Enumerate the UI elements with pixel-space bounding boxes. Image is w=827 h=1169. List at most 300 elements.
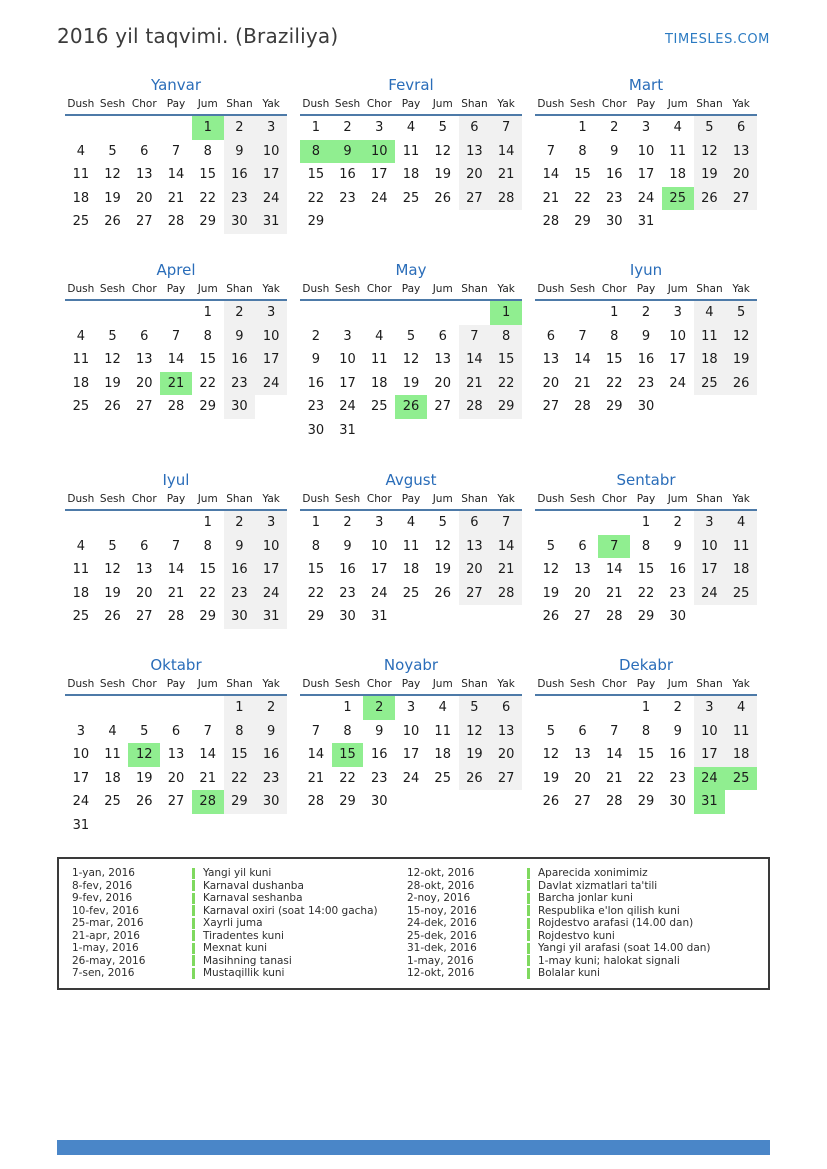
day-cell: 18 <box>72 375 90 391</box>
day-cell: 1 <box>311 515 320 531</box>
day-cell: 25 <box>72 609 90 625</box>
holiday-name: Tiradentes kuni <box>203 929 284 942</box>
month-block <box>300 471 522 656</box>
day-cell: 19 <box>542 770 560 786</box>
day-cell: 1 <box>192 116 224 140</box>
day-cell: 12 <box>542 562 560 578</box>
day-cell <box>535 301 567 325</box>
legend-column-right <box>407 867 762 980</box>
day-cell: 23 <box>669 770 686 786</box>
day-cell: 17 <box>72 770 90 786</box>
holiday-name: Mustaqillik kuni <box>203 967 285 979</box>
day-grid <box>65 116 287 234</box>
holiday-date: 1-yan, 2016 <box>72 867 135 879</box>
holiday-name: 1-may kuni; halokat signali <box>538 954 680 967</box>
day-cell <box>128 696 160 720</box>
day-cell: 9 <box>224 535 256 559</box>
day-cell: 29 <box>307 609 325 625</box>
day-cell <box>192 814 224 838</box>
day-cell: 23 <box>371 770 388 786</box>
day-cell: 29 <box>199 214 216 230</box>
day-grid <box>65 511 287 629</box>
day-cell: 22 <box>199 190 216 206</box>
day-cell: 18 <box>402 562 420 578</box>
day-cell <box>427 605 459 629</box>
day-cell <box>160 511 192 535</box>
weekday-label: Pay <box>401 678 421 690</box>
day-cell: 1 <box>578 120 587 136</box>
day-cell: 26 <box>434 585 451 601</box>
day-cell: 6 <box>459 511 491 535</box>
day-cell: 13 <box>725 140 757 164</box>
day-cell: 4 <box>76 143 85 159</box>
day-cell: 12 <box>402 352 420 368</box>
holiday-tick-icon <box>527 943 530 954</box>
weekday-label: Jum <box>432 98 453 110</box>
day-cell: 1 <box>610 305 619 321</box>
day-cell: 31 <box>72 817 90 833</box>
day-cell <box>395 605 427 629</box>
day-cell: 27 <box>434 399 451 415</box>
holiday-date: 9-fev, 2016 <box>72 892 133 904</box>
weekday-header-row <box>535 493 757 511</box>
day-cell <box>255 814 287 838</box>
holiday-date: 1-may, 2016 <box>72 942 139 954</box>
day-cell: 1 <box>311 120 320 136</box>
weekday-label: Shan <box>461 283 488 295</box>
holiday-date: 10-fev, 2016 <box>72 904 139 917</box>
weekday-label: Yak <box>732 98 750 110</box>
day-cell <box>395 301 427 325</box>
month-title: Yanvar <box>150 76 202 94</box>
day-cell: 7 <box>171 143 181 159</box>
holiday-tick-icon <box>527 918 530 929</box>
day-cell: 20 <box>136 375 153 391</box>
month-block <box>535 261 757 471</box>
day-cell: 11 <box>104 747 121 763</box>
day-cell <box>332 301 364 325</box>
day-cell: 26 <box>725 372 757 396</box>
month-block <box>65 261 287 471</box>
day-cell: 15 <box>307 562 325 578</box>
day-cell: 30 <box>224 395 256 419</box>
month-title: Iyul <box>162 471 190 489</box>
holiday-date: 12-okt, 2016 <box>407 967 475 979</box>
holiday-date: 1-may, 2016 <box>407 954 474 967</box>
holiday-tick-icon <box>192 868 195 879</box>
weekday-header-row <box>65 678 287 696</box>
weekday-label: Chor <box>601 283 627 295</box>
day-cell: 26 <box>104 214 121 230</box>
weekday-label: Chor <box>601 678 627 690</box>
legend-row <box>407 880 762 893</box>
day-cell <box>535 696 567 720</box>
day-cell: 21 <box>459 372 491 396</box>
day-cell: 17 <box>402 747 420 763</box>
month-title: Oktabr <box>150 656 202 674</box>
day-cell: 14 <box>199 747 216 763</box>
weekday-label: Chor <box>366 678 392 690</box>
day-cell: 20 <box>490 743 522 767</box>
legend-row <box>72 892 407 905</box>
day-cell: 11 <box>725 720 757 744</box>
weekday-label: Sesh <box>569 98 596 110</box>
day-cell: 3 <box>673 305 682 321</box>
day-cell: 25 <box>725 582 757 606</box>
day-cell: 16 <box>255 743 287 767</box>
holiday-name: Yangi yil arafasi (soat 14.00 dan) <box>538 942 711 954</box>
day-cell: 13 <box>459 535 491 559</box>
day-cell <box>300 696 332 720</box>
day-cell: 3 <box>375 515 384 531</box>
day-cell: 5 <box>140 723 149 739</box>
holiday-tick-icon <box>192 880 195 891</box>
day-cell: 4 <box>406 120 416 136</box>
day-cell: 7 <box>490 511 522 535</box>
day-cell: 9 <box>673 538 682 554</box>
day-cell: 10 <box>255 140 287 164</box>
day-cell <box>395 210 427 234</box>
day-cell <box>427 301 459 325</box>
day-cell: 2 <box>673 515 682 531</box>
legend-column-left <box>72 867 407 980</box>
holiday-name: Rojdestvo kuni <box>538 929 615 942</box>
day-cell: 8 <box>641 723 651 739</box>
day-cell: 26 <box>104 609 121 625</box>
day-cell: 24 <box>637 190 655 206</box>
holiday-name: Davlat xizmatlari ta'tili <box>538 879 658 892</box>
day-cell: 7 <box>598 535 630 559</box>
page-header <box>0 0 827 48</box>
day-cell: 10 <box>637 143 655 159</box>
day-cell: 14 <box>574 352 591 368</box>
weekday-label: Shan <box>226 98 253 110</box>
holiday-name: Yangi yil kuni <box>203 867 272 879</box>
day-cell: 25 <box>72 214 90 230</box>
weekday-label: Chor <box>601 98 627 110</box>
day-cell: 5 <box>725 301 757 325</box>
day-cell: 18 <box>725 558 757 582</box>
day-cell: 28 <box>167 399 185 415</box>
day-cell: 4 <box>694 301 726 325</box>
day-cell: 6 <box>490 696 522 720</box>
day-cell: 8 <box>578 143 587 159</box>
day-cell: 3 <box>255 116 287 140</box>
holiday-date: 21-apr, 2016 <box>72 929 140 942</box>
legend-row <box>72 905 407 918</box>
day-cell: 29 <box>199 609 216 625</box>
day-cell: 14 <box>167 352 185 368</box>
holiday-tick-icon <box>527 880 530 891</box>
day-cell: 5 <box>406 328 416 344</box>
weekday-label: Chor <box>131 98 157 110</box>
weekday-label: Shan <box>696 98 723 110</box>
day-cell: 2 <box>363 696 395 720</box>
weekday-header-row <box>535 98 757 116</box>
weekday-label: Chor <box>366 493 392 505</box>
day-cell: 20 <box>136 585 153 601</box>
day-cell: 15 <box>307 167 325 183</box>
day-cell: 16 <box>669 747 686 763</box>
day-cell: 15 <box>637 747 655 763</box>
day-cell: 22 <box>199 585 216 601</box>
day-cell: 25 <box>662 187 694 211</box>
day-cell: 31 <box>637 214 655 230</box>
day-cell: 26 <box>459 767 491 791</box>
day-cell: 13 <box>574 747 591 763</box>
day-cell: 20 <box>459 558 491 582</box>
weekday-label: Sesh <box>334 493 361 505</box>
day-cell: 16 <box>371 747 388 763</box>
month-title: Noyabr <box>383 656 439 674</box>
day-cell: 21 <box>167 190 185 206</box>
day-cell <box>128 814 160 838</box>
day-cell: 13 <box>574 562 591 578</box>
day-cell: 30 <box>637 399 655 415</box>
day-cell: 7 <box>311 723 320 739</box>
day-cell: 8 <box>203 328 212 344</box>
weekday-label: Shan <box>696 678 723 690</box>
weekday-header-row <box>65 98 287 116</box>
day-cell: 26 <box>395 395 427 419</box>
day-cell: 1 <box>224 696 256 720</box>
day-cell: 14 <box>490 535 522 559</box>
day-cell: 11 <box>669 143 686 159</box>
day-cell <box>224 814 256 838</box>
day-cell <box>128 116 160 140</box>
day-cell: 8 <box>300 140 332 164</box>
day-cell: 24 <box>402 770 420 786</box>
weekday-label: Sesh <box>569 283 596 295</box>
day-cell: 5 <box>438 515 447 531</box>
holiday-name: Respublika e'lon qilish kuni <box>538 904 680 917</box>
holiday-date: 25-dek, 2016 <box>407 929 477 942</box>
day-cell: 16 <box>669 562 686 578</box>
holiday-tick-icon <box>192 968 195 979</box>
day-cell: 9 <box>224 325 256 349</box>
weekday-label: Pay <box>401 493 421 505</box>
holiday-name: Barcha jonlar kuni <box>538 892 633 904</box>
day-cell: 27 <box>459 582 491 606</box>
day-cell: 20 <box>574 585 591 601</box>
day-cell: 24 <box>72 794 90 810</box>
day-cell: 18 <box>104 770 121 786</box>
day-cell: 28 <box>167 609 185 625</box>
day-cell: 27 <box>136 214 153 230</box>
weekday-label: Dush <box>537 678 565 690</box>
day-cell <box>694 210 726 234</box>
month-title: Avgust <box>385 471 437 489</box>
weekday-label: Pay <box>401 283 421 295</box>
day-cell <box>363 301 395 325</box>
day-cell: 21 <box>199 770 216 786</box>
day-cell <box>725 395 757 419</box>
holiday-name: Mexnat kuni <box>203 942 268 954</box>
legend-row <box>407 867 762 880</box>
day-cell: 24 <box>694 767 726 791</box>
day-cell: 14 <box>307 747 325 763</box>
day-cell: 29 <box>224 790 256 814</box>
holiday-name: Karnaval dushanba <box>203 879 304 892</box>
holiday-tick-icon <box>527 905 530 916</box>
holiday-name: Karnaval oxiri (soat 14:00 gacha) <box>203 904 378 917</box>
day-cell: 1 <box>203 305 212 321</box>
day-cell: 6 <box>546 328 555 344</box>
day-cell: 6 <box>140 143 149 159</box>
day-cell: 16 <box>224 163 256 187</box>
day-cell: 4 <box>76 538 85 554</box>
day-cell: 7 <box>490 116 522 140</box>
day-cell: 24 <box>371 190 388 206</box>
legend-row <box>407 917 762 930</box>
weekday-header-row <box>65 283 287 301</box>
site-link[interactable]: TIMESLES.COM <box>664 32 770 47</box>
weekday-label: Yak <box>262 493 280 505</box>
day-cell: 14 <box>167 167 185 183</box>
day-cell: 31 <box>694 790 726 814</box>
day-cell <box>694 605 726 629</box>
day-grid <box>65 696 287 837</box>
weekday-header-row <box>300 493 522 511</box>
weekday-label: Yak <box>497 493 515 505</box>
day-cell: 22 <box>307 585 325 601</box>
legend-row <box>407 942 762 955</box>
day-cell: 10 <box>669 328 686 344</box>
weekday-label: Jum <box>667 98 688 110</box>
day-cell: 24 <box>669 375 686 391</box>
day-cell: 15 <box>332 743 364 767</box>
weekday-label: Chor <box>366 98 392 110</box>
day-cell: 15 <box>199 167 216 183</box>
month-block <box>300 261 522 471</box>
weekday-label: Yak <box>262 678 280 690</box>
holiday-tick-icon <box>192 905 195 916</box>
day-cell <box>490 419 522 443</box>
day-cell: 18 <box>694 348 726 372</box>
day-cell: 12 <box>725 325 757 349</box>
day-cell: 21 <box>542 190 560 206</box>
day-cell: 12 <box>128 743 160 767</box>
day-cell: 16 <box>307 375 325 391</box>
holiday-name: Karnaval seshanba <box>203 892 303 904</box>
weekday-label: Pay <box>401 98 421 110</box>
day-cell: 28 <box>459 395 491 419</box>
weekday-label: Jum <box>197 283 218 295</box>
legend-row <box>407 967 762 980</box>
day-cell: 15 <box>199 352 216 368</box>
day-cell: 25 <box>434 770 451 786</box>
day-cell <box>427 210 459 234</box>
day-cell: 26 <box>136 794 153 810</box>
day-cell: 16 <box>637 352 655 368</box>
day-cell: 11 <box>725 535 757 559</box>
day-cell: 18 <box>725 743 757 767</box>
day-cell: 5 <box>546 538 555 554</box>
day-cell <box>459 210 491 234</box>
day-cell: 9 <box>641 328 651 344</box>
day-cell: 3 <box>641 120 651 136</box>
day-cell: 3 <box>375 120 384 136</box>
day-cell: 1 <box>490 301 522 325</box>
weekday-label: Jum <box>667 493 688 505</box>
day-cell: 21 <box>574 375 591 391</box>
legend-row <box>72 942 407 955</box>
holiday-tick-icon <box>527 955 530 966</box>
weekday-label: Shan <box>226 283 253 295</box>
day-cell: 28 <box>490 187 522 211</box>
weekday-header-row <box>535 678 757 696</box>
day-cell: 11 <box>402 538 420 554</box>
weekday-label: Sesh <box>334 678 361 690</box>
day-cell: 4 <box>673 120 682 136</box>
weekday-label: Dush <box>302 678 330 690</box>
day-cell: 12 <box>434 143 451 159</box>
day-cell: 8 <box>203 538 212 554</box>
day-cell: 3 <box>694 696 726 720</box>
day-cell: 23 <box>669 585 686 601</box>
day-cell: 29 <box>339 794 356 810</box>
day-cell: 23 <box>637 375 655 391</box>
weekday-label: Shan <box>696 493 723 505</box>
day-cell <box>363 210 395 234</box>
weekday-label: Chor <box>131 493 157 505</box>
day-cell: 28 <box>606 794 623 810</box>
day-cell: 26 <box>542 794 560 810</box>
day-cell: 26 <box>104 399 121 415</box>
day-cell: 14 <box>490 140 522 164</box>
day-cell: 14 <box>606 747 623 763</box>
day-cell <box>97 814 129 838</box>
holiday-tick-icon <box>527 968 530 979</box>
day-cell: 30 <box>255 790 287 814</box>
day-cell: 28 <box>192 790 224 814</box>
day-cell: 25 <box>725 767 757 791</box>
weekday-label: Shan <box>226 678 253 690</box>
weekday-label: Yak <box>497 283 515 295</box>
day-cell <box>97 511 129 535</box>
day-cell: 29 <box>637 609 655 625</box>
day-cell: 28 <box>307 794 325 810</box>
day-cell <box>427 790 459 814</box>
day-cell <box>490 210 522 234</box>
day-cell: 29 <box>490 395 522 419</box>
legend-row <box>407 892 762 905</box>
day-cell <box>97 301 129 325</box>
month-block <box>65 471 287 656</box>
holiday-date: 25-mar, 2016 <box>72 917 144 929</box>
holiday-tick-icon <box>192 918 195 929</box>
day-cell <box>160 696 192 720</box>
day-cell: 24 <box>339 399 356 415</box>
day-cell: 13 <box>542 352 560 368</box>
weekday-label: Dush <box>67 678 95 690</box>
day-cell: 12 <box>104 167 121 183</box>
day-cell: 4 <box>725 511 757 535</box>
day-cell: 17 <box>669 352 686 368</box>
legend-row <box>407 930 762 943</box>
day-cell: 11 <box>72 562 90 578</box>
day-cell: 15 <box>199 562 216 578</box>
day-cell: 22 <box>637 585 655 601</box>
weekday-label: Shan <box>461 98 488 110</box>
legend-row <box>72 867 407 880</box>
day-cell: 12 <box>694 140 726 164</box>
day-cell <box>725 210 757 234</box>
day-cell: 23 <box>224 372 256 396</box>
legend-row <box>72 917 407 930</box>
day-cell: 2 <box>224 116 256 140</box>
day-cell: 1 <box>343 700 352 716</box>
